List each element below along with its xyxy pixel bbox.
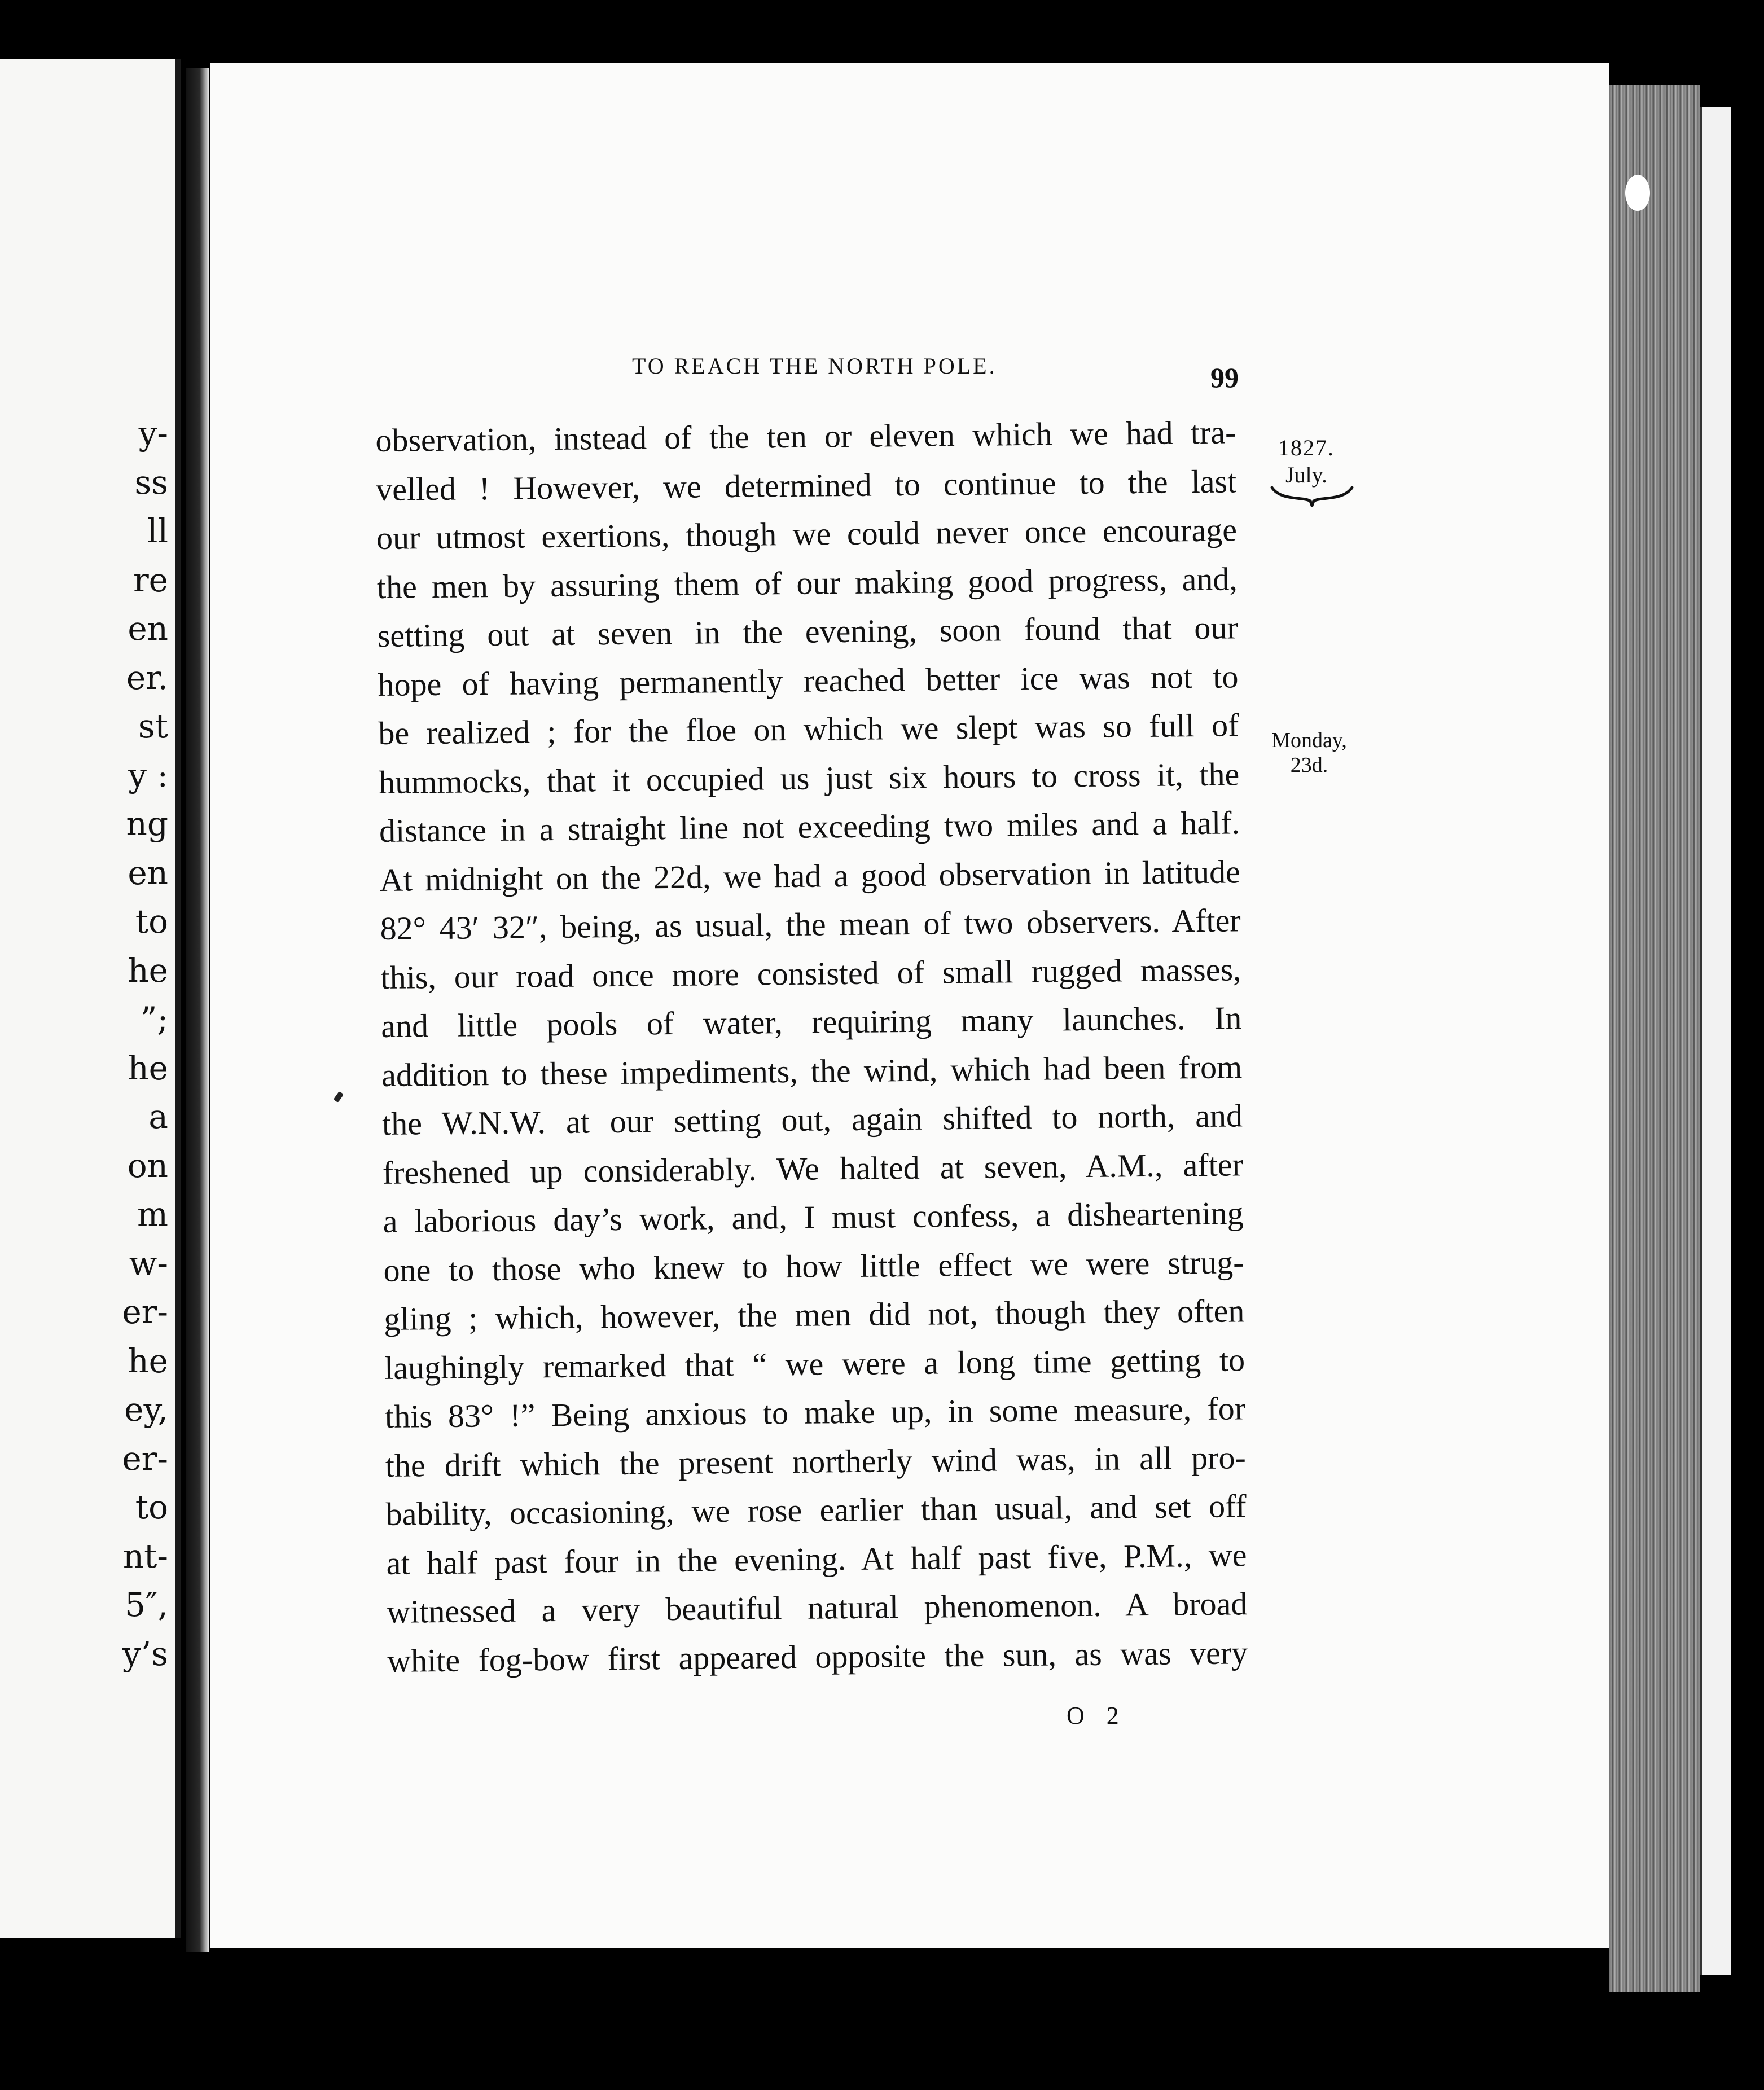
left-page-fragment: he [128, 1048, 168, 1087]
text-line: addition to these impediments, the wind, which had been from [381, 1048, 1243, 1094]
left-page-fragment: to [135, 902, 168, 941]
text-line: bability, occasioning, we rose earlier than usual, and set off [385, 1487, 1247, 1533]
left-page-fragment: w- [129, 1244, 168, 1283]
bookmark-tab [1625, 175, 1650, 211]
left-page-fragment: er. [126, 658, 168, 697]
text-line: laughingly remarked that “ we were a long time getting to [384, 1341, 1245, 1386]
text-line: gling ; which, however, the men did not, though they often [384, 1292, 1245, 1337]
text-line: a laborious day’s work, and, I must confess, a disheartening [383, 1195, 1244, 1240]
margin-note-day-name: Monday, [1271, 728, 1347, 752]
margin-note-date [1258, 434, 1354, 489]
text-line: the drift which the present northerly wind was, in all pro- [385, 1438, 1247, 1484]
left-page-fragment: to [135, 1488, 168, 1526]
left-page-fragment: y- [138, 414, 168, 453]
left-page-fragment: ng [126, 805, 168, 843]
left-facing-page [0, 59, 181, 1938]
text-line: setting out at seven in the evening, soon found that our [377, 609, 1238, 654]
left-page-fragment: nt- [122, 1536, 168, 1575]
text-line: hummocks, that it occupied us just six hours to cross it, the [378, 755, 1240, 801]
margin-note-year: 1827. [1278, 435, 1335, 460]
signature-mark: O 2 [1067, 1702, 1127, 1729]
text-line: white fog-bow first appeared opposite the sun, as was very [387, 1634, 1248, 1679]
left-page-fragment: 5″, [124, 1586, 168, 1624]
left-page-fragment: ss [134, 463, 168, 502]
running-head: TO REACH THE NORTH POLE. [632, 353, 997, 379]
margin-note-day-date: 23d. [1290, 753, 1328, 777]
text-line: 82° 43′ 32″, being, as usual, the mean of two observers. After [380, 902, 1241, 947]
left-page-fragment: ey, [124, 1390, 168, 1429]
text-line: the men by assuring them of our making good progress, and, [376, 560, 1238, 605]
text-line: distance in a straight line not exceeding two miles and a half. [379, 804, 1240, 849]
left-page-fragment: m [137, 1195, 168, 1233]
left-page-fragment: re [133, 560, 168, 599]
back-cover-edge [1700, 107, 1731, 1975]
left-page-fragment: er- [122, 1439, 168, 1478]
left-page-fragment: st [138, 707, 168, 745]
left-page-fragment: he [128, 951, 168, 990]
margin-note-month: July. [1285, 462, 1328, 488]
left-page-fragment: a [148, 1097, 168, 1136]
left-page-line-fragments [122, 409, 168, 1678]
body-text [375, 408, 1248, 1685]
text-line: be realized ; for the floe on which we slept was so full of [378, 706, 1239, 752]
curly-brace-icon [1270, 484, 1354, 507]
text-line: our utmost exertions, though we could never once encourage [376, 511, 1238, 556]
text-line: at half past four in the evening. At half past five, P.M., we [386, 1536, 1247, 1582]
left-page-fragment: ll [147, 512, 168, 550]
text-line: the W.N.W. at our setting out, again shifted to north, and [381, 1097, 1243, 1142]
page-edges [1609, 85, 1700, 1992]
left-page-fragment: on [127, 1146, 168, 1185]
text-line: hope of having permanently reached better ice was not to [378, 657, 1239, 703]
margin-note-day [1261, 728, 1357, 778]
text-line: At midnight on the 22d, we had a good observation in latitude [379, 853, 1241, 898]
text-line: this 83° !” Being anxious to make up, in some measure, for [384, 1390, 1246, 1435]
text-line: velled ! However, we determined to continue to the last [375, 462, 1237, 508]
text-line: this, our road once more consisted of small rugged masses, [380, 950, 1241, 996]
text-line: witnessed a very beautiful natural phenomenon. A broad [387, 1585, 1248, 1630]
left-page-fragment: he [128, 1341, 168, 1380]
left-page-fragment: en [128, 609, 168, 648]
left-page-fragment: y : [128, 756, 168, 794]
left-page-fragment: ”; [140, 1000, 168, 1038]
text-line: freshened up considerably. We halted at seven, A.M., after [382, 1145, 1244, 1191]
book-gutter [186, 68, 209, 1952]
page-number: 99 [1210, 362, 1239, 393]
left-page-fragment: er- [122, 1293, 168, 1331]
left-page-fragment: en [128, 853, 168, 892]
text-line: observation, instead of the ten or eleven which we had tra- [375, 414, 1236, 459]
text-line: and little pools of water, requiring many launches. In [381, 999, 1242, 1044]
text-line: one to those who knew to how little effect we were strug- [383, 1243, 1244, 1289]
left-page-fragment: y’s [122, 1634, 168, 1673]
